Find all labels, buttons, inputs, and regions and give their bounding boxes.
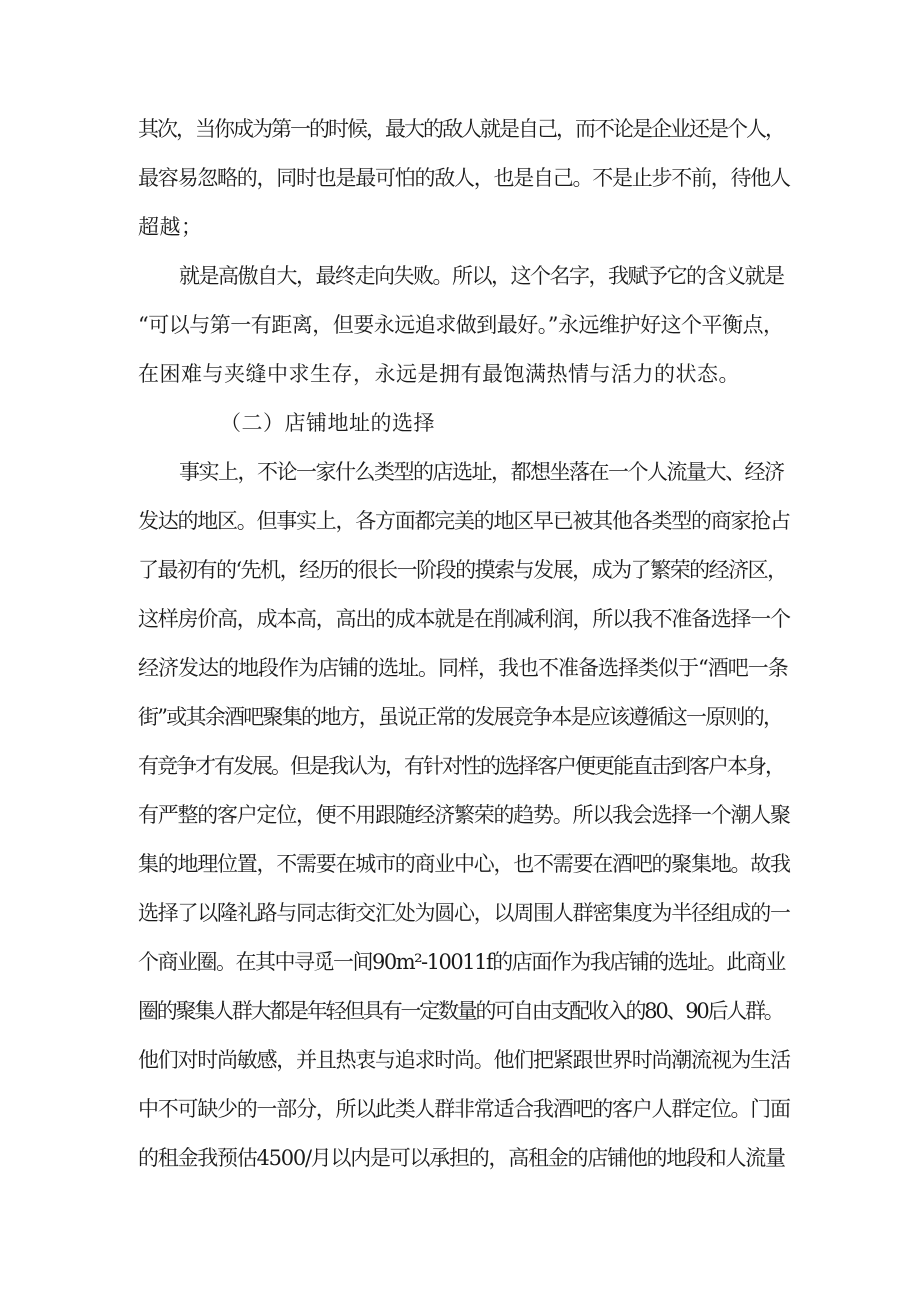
paragraph-line: 事实上，不论一家什么类型的店选址，都想坐落在一个人流量大、经济 bbox=[179, 460, 784, 484]
paragraph-line: 这样房价高，成本高，高出的成本就是在削减利润，所以我不准备选择一个 bbox=[138, 607, 790, 631]
paragraph-line: 他们对时尚敏感，并且热衷与追求时尚。他们把紧跟世界时尚潮流视为生活 bbox=[138, 1048, 790, 1072]
paragraph-line: 了最初有的‘先机，经历的很长一阶段的摸索与发展，成为了繁荣的经济区， bbox=[138, 558, 787, 582]
paragraph-line: 街”或其余酒吧聚集的地方，虽说正常的发展竞争本是应该遵循这一原则的， bbox=[138, 705, 783, 729]
paragraph-line: 经济发达的地段作为店铺的选址。同样，我也不准备选择类似于“酒吧一条 bbox=[138, 656, 788, 680]
paragraph-line: 最容易忽略的，同时也是最可怕的敌人，也是自己。不是止步不前，待他人 bbox=[138, 166, 790, 190]
paragraph-line: 中不可缺少的一部分，所以此类人群非常适合我酒吧的客户人群定位。门面 bbox=[138, 1097, 790, 1121]
paragraph-line: 有严整的客户定位，便不用跟随经济繁荣的趋势。所以我会选择一个潮人聚 bbox=[138, 803, 790, 827]
paragraph-line: 集的地理位置，不需要在城市的商业中心，也不需要在酒吧的聚集地。故我 bbox=[138, 852, 790, 876]
paragraph-line: 超越； bbox=[138, 215, 203, 239]
paragraph-line: 个商业圈。在其中寻觅一间90m²-10011f的店面作为我店铺的选址。此商业 bbox=[138, 950, 785, 974]
paragraph-line: 的租金我预估4500/月以内是可以承担的，高租金的店铺他的地段和人流量 bbox=[138, 1146, 785, 1170]
paragraph-line: 选择了以隆礼路与同志街交汇处为圆心，以周围人群密集度为半径组成的一 bbox=[138, 901, 790, 925]
paragraph-line: 在困难与夹缝中求生存，永远是拥有最饱满热情与活力的状态。 bbox=[138, 362, 740, 386]
paragraph-line: 圈的聚集人群大都是年轻但具有一定数量的可自由支配收入的80、90后人群。 bbox=[138, 999, 783, 1023]
paragraph-line: 发达的地区。但事实上，各方面都完美的地区早已被其他各类型的商家抢占 bbox=[138, 509, 790, 533]
paragraph-line: 其次，当你成为第一的时候，最大的敌人就是自己，而不论是企业还是个人， bbox=[138, 117, 784, 141]
paragraph-line: “可以与第一有距离，但要永远追求做到最好。”永远维护好这个平衡点， bbox=[138, 313, 784, 337]
paragraph-line: 就是高傲自大，最终走向失败。所以，这个名字，我赋予它的含义就是 bbox=[179, 264, 784, 288]
paragraph-line: 有竞争才有发展。但是我认为，有针对性的选择客户便更能直击到客户本身， bbox=[138, 754, 784, 778]
section-heading: （二）店铺地址的选择 bbox=[220, 411, 435, 435]
